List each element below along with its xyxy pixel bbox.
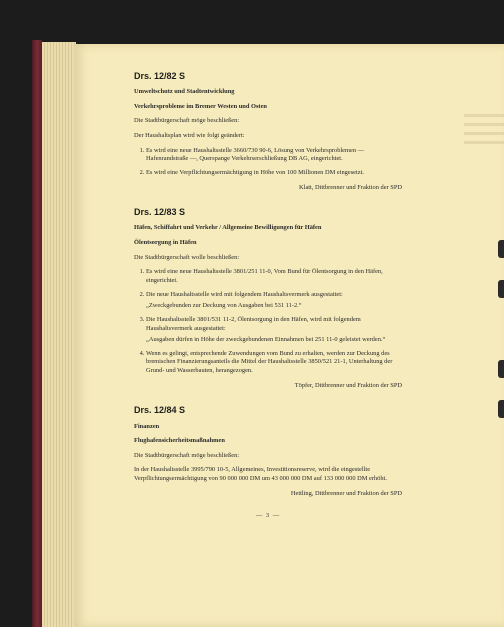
resolution-intro: Die Stadtbürgerschaft wolle beschließen:: [134, 253, 240, 261]
bleed-through-text: [464, 114, 504, 154]
signature: Klatt, Dittbrenner und Fraktion der SPD: [299, 183, 402, 191]
body-text: In der Haushaltsstelle 3995/790 10-5, Allgemeines, Investitionsreserve, wird die eingestellte Verpflichtungsermächtigung von 90 000 000 DM um 43 000 000 DM auf 133 000 000 DM erhöht.: [134, 466, 387, 483]
page-number: — 3 —: [255, 512, 281, 520]
motion-list: [134, 268, 402, 375]
punch-hole: [498, 400, 504, 418]
document-number: Drs. 12/83 S: [134, 207, 186, 218]
list-item: [146, 316, 402, 345]
motion-list: [134, 147, 402, 178]
section-heading: Umweltschutz und Stadtentwicklung: [134, 88, 235, 96]
page-content: [134, 70, 402, 521]
book-binding: [32, 40, 42, 627]
list-item: 1. Es wird eine neue Haushaltsstelle 3660/730 90-6, Lösung von Verkehrsproblemen — Hafenrandstraße —, Querspange Verkehrserschließung DB AG, eingerichtet.: [146, 147, 402, 164]
page-edges: [42, 42, 76, 627]
lead-text: Der Haushaltsplan wird wie folgt geändert:: [134, 132, 245, 140]
signature: Hettling, Dittbrenner und Fraktion der SPD: [290, 489, 402, 497]
signature: Töpfer, Dittbrenner und Fraktion der SPD: [294, 381, 402, 389]
section-subheading: Ölentsorgung in Häfen: [134, 239, 197, 247]
section-subheading: Flughafensicherheitsmaßnahmen: [134, 437, 225, 445]
punch-hole: [498, 360, 504, 378]
document-number: Drs. 12/84 S: [134, 405, 186, 416]
quoted-note: „Zweckgebunden zur Deckung von Ausgaben bei 531 11-2.“: [146, 302, 302, 310]
motion-12-82: [134, 70, 402, 192]
punch-hole: [498, 280, 504, 298]
list-item-text: Die neue Haushaltsstelle wird mit folgendem Haushaltsvermerk ausgestattet:: [146, 290, 343, 298]
document-number: Drs. 12/82 S: [134, 71, 186, 81]
resolution-intro: Die Stadtbürgerschaft möge beschließen:: [134, 117, 240, 125]
list-item: [146, 291, 402, 311]
punch-hole: [498, 240, 504, 258]
section-subheading: Verkehrsprobleme im Bremer Westen und Osten: [134, 102, 267, 110]
list-item: 1. Es wird eine neue Haushaltsstelle 3801/251 11-0, Vom Bund für Ölentsorgung in den Häfen, eingerichtet.: [146, 268, 402, 285]
quoted-note: „Ausgaben dürfen in Höhe der zweckgebundenen Einnahmen bei 251 11-0 geleistet werden.“: [146, 336, 386, 344]
section-heading: Häfen, Schiffahrt und Verkehr / Allgemeine Bewilligungen für Häfen: [134, 224, 322, 232]
motion-12-83: [134, 206, 402, 390]
section-heading: Finanzen: [134, 422, 160, 430]
motion-12-84: [134, 404, 402, 498]
list-item: 2. Es wird eine Verpflichtungsermächtigung in Höhe von 100 Millionen DM eingesetzt.: [146, 169, 402, 178]
list-item-text: Die Haushaltsstelle 3801/531 11-2, Ölentsorgung in den Häfen, wird mit folgendem Haushaltsvermerk ausgestattet:: [146, 315, 361, 332]
list-item: 4. Wenn es gelingt, entsprechende Zuwendungen vom Bund zu erhalten, werden zur Deckung des bremischen Finanzierungsanteils die Mittel der Haushaltsstelle 3850/521 21-1, Unterhaltung der Grund- und Wasserbauten, herangezogen.: [146, 350, 402, 376]
resolution-intro: Die Stadtbürgerschaft möge beschließen:: [134, 451, 240, 459]
